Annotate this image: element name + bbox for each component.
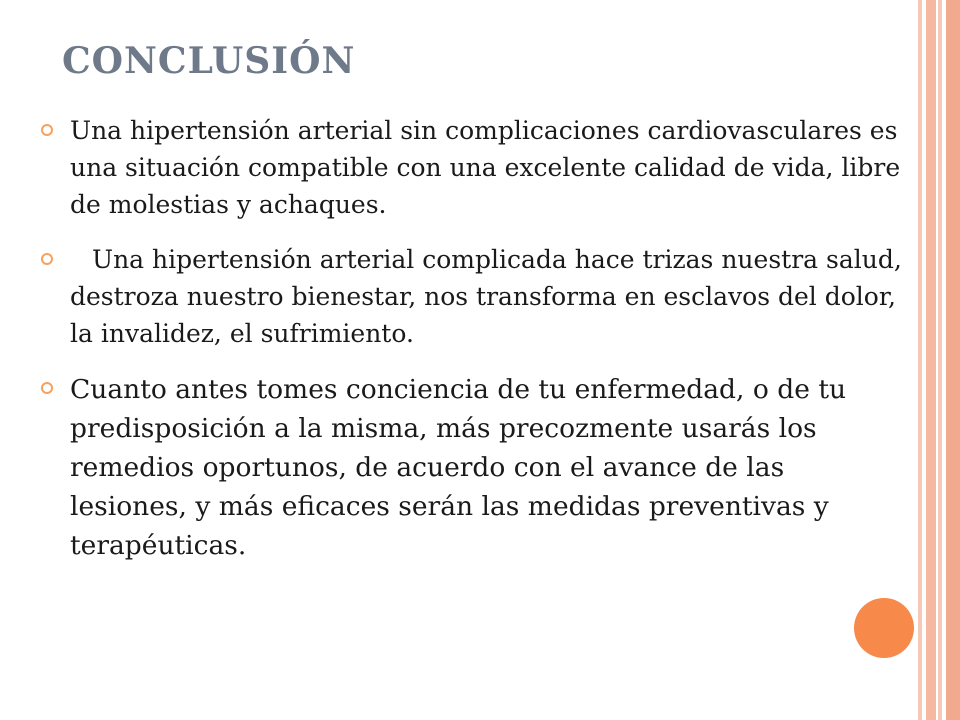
bullet-item: [36, 370, 906, 565]
decorative-stripe: [938, 0, 942, 720]
bullet-item: [36, 112, 906, 223]
bullet-text: Una hipertensión arterial sin complicaciones cardiovasculares es una situación compatible con una excelente calidad de vida, libre de molestias y achaques.: [70, 116, 901, 219]
accent-circle: [854, 598, 914, 658]
bullet-text: Una hipertensión arterial complicada hace trizas nuestra salud, destroza nuestro bienestar, nos transforma en esclavos del dolor, la invalidez, el sufrimiento.: [70, 245, 902, 348]
bullet-list: [36, 112, 906, 583]
decorative-stripe: [918, 0, 922, 720]
decorative-stripe: [926, 0, 936, 720]
bullet-text: Cuanto antes tomes conciencia de tu enfermedad, o de tu predisposición a la misma, más precozmente usarás los remedios oportunos, de acuerdo con el avance de las lesiones, y más eficaces serán las medidas preventivas y terapéuticas.: [70, 374, 847, 561]
bullet-circle-icon: [41, 253, 53, 265]
slide-title: CONCLUSIÓN: [62, 40, 356, 82]
bullet-circle-icon: [41, 124, 53, 136]
decorative-stripe: [946, 0, 960, 720]
bullet-item: [36, 241, 906, 352]
bullet-circle-icon: [41, 382, 53, 394]
